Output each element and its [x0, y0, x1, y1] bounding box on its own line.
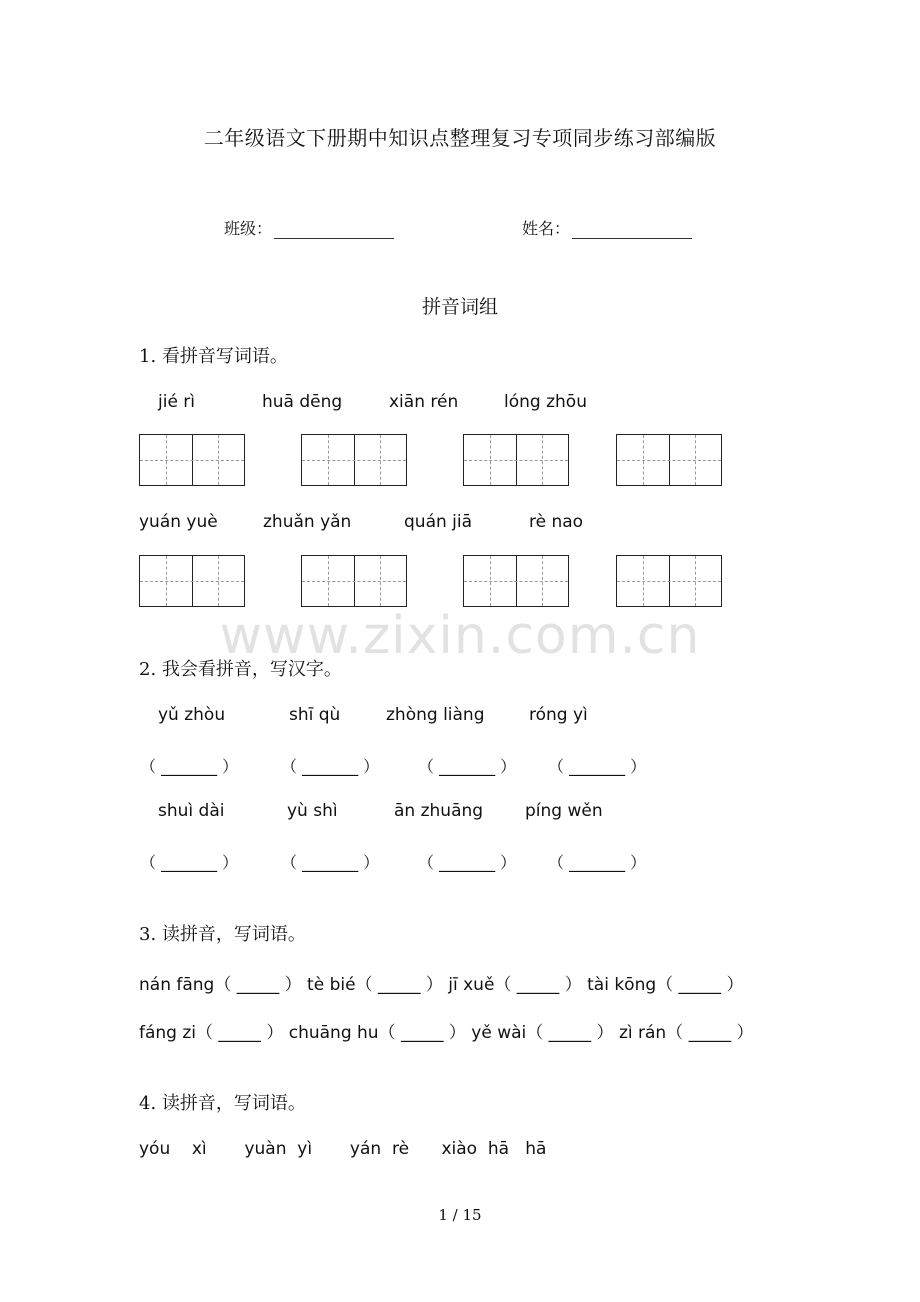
answer-blank[interactable]: （ _______ ） [140, 757, 239, 776]
q1-pinyin: huā dēng [262, 392, 343, 412]
question-4-heading: 4. 读拼音，写词语。 [139, 1093, 306, 1114]
section-title: 拼音词组 [421, 296, 498, 318]
name-blank [572, 224, 692, 239]
q2-pinyin: ān zhuāng [394, 801, 484, 821]
q1-pinyin: lóng zhōu [504, 392, 587, 412]
q2-pinyin: shī qù [289, 705, 341, 725]
q1-pinyin: zhuǎn yǎn [263, 512, 352, 532]
q2-pinyin: róng yì [529, 705, 588, 725]
q2-pinyin: yù shì [287, 801, 338, 821]
answer-blank[interactable]: （ _______ ） [418, 757, 517, 776]
q3-line: nán fāng（ _____ ） tè bié（ _____ ） jī xuě（ _____ ） tài kōng（ _____ ） [139, 975, 744, 995]
answer-blank[interactable]: （ _______ ） [140, 853, 239, 872]
writing-grid[interactable] [463, 434, 569, 486]
q1-pinyin: quán jiā [404, 512, 473, 532]
q2-pinyin: píng wěn [525, 801, 603, 821]
page-number: 1 / 15 [438, 1206, 482, 1224]
q2-pinyin: shuì dài [158, 801, 225, 821]
q1-pinyin: xiān rén [389, 392, 459, 412]
answer-blank[interactable]: （ _______ ） [281, 853, 380, 872]
writing-grid[interactable] [463, 555, 569, 607]
writing-grid[interactable] [616, 555, 722, 607]
watermark: www.zixin.com.cn [219, 606, 701, 666]
writing-grid[interactable] [301, 434, 407, 486]
question-2-heading: 2. 我会看拼音，写汉字。 [139, 659, 342, 680]
q1-pinyin: jié rì [158, 392, 196, 412]
answer-blank[interactable]: （ _______ ） [418, 853, 517, 872]
document-title: 二年级语文下册期中知识点整理复习专项同步练习部编版 [203, 126, 717, 150]
q1-pinyin: yuán yuè [139, 512, 218, 532]
q2-pinyin: yǔ zhòu [158, 705, 226, 725]
name-field [522, 216, 692, 239]
answer-blank[interactable]: （ _______ ） [281, 757, 380, 776]
class-field [224, 216, 394, 239]
answer-blank[interactable]: （ _______ ） [548, 853, 647, 872]
writing-grid[interactable] [139, 434, 245, 486]
name-label: 姓名： [522, 219, 571, 238]
writing-grid[interactable] [616, 434, 722, 486]
class-label: 班级： [224, 219, 273, 238]
question-1-heading: 1. 看拼音写词语。 [139, 346, 288, 367]
answer-blank[interactable]: （ _______ ） [548, 757, 647, 776]
q3-line: fáng zi（ _____ ） chuāng hu（ _____ ） yě wài（ _____ ） zì rán（ _____ ） [139, 1023, 754, 1043]
writing-grid[interactable] [139, 555, 245, 607]
q2-pinyin: zhòng liàng [386, 705, 485, 725]
question-3-heading: 3. 读拼音，写词语。 [139, 924, 306, 945]
q1-pinyin: rè nao [529, 512, 584, 532]
writing-grid[interactable] [301, 555, 407, 607]
q4-pinyin-line: yóu xì yuàn yì yán rè xiào hā hā [139, 1139, 547, 1159]
class-blank [274, 224, 394, 239]
